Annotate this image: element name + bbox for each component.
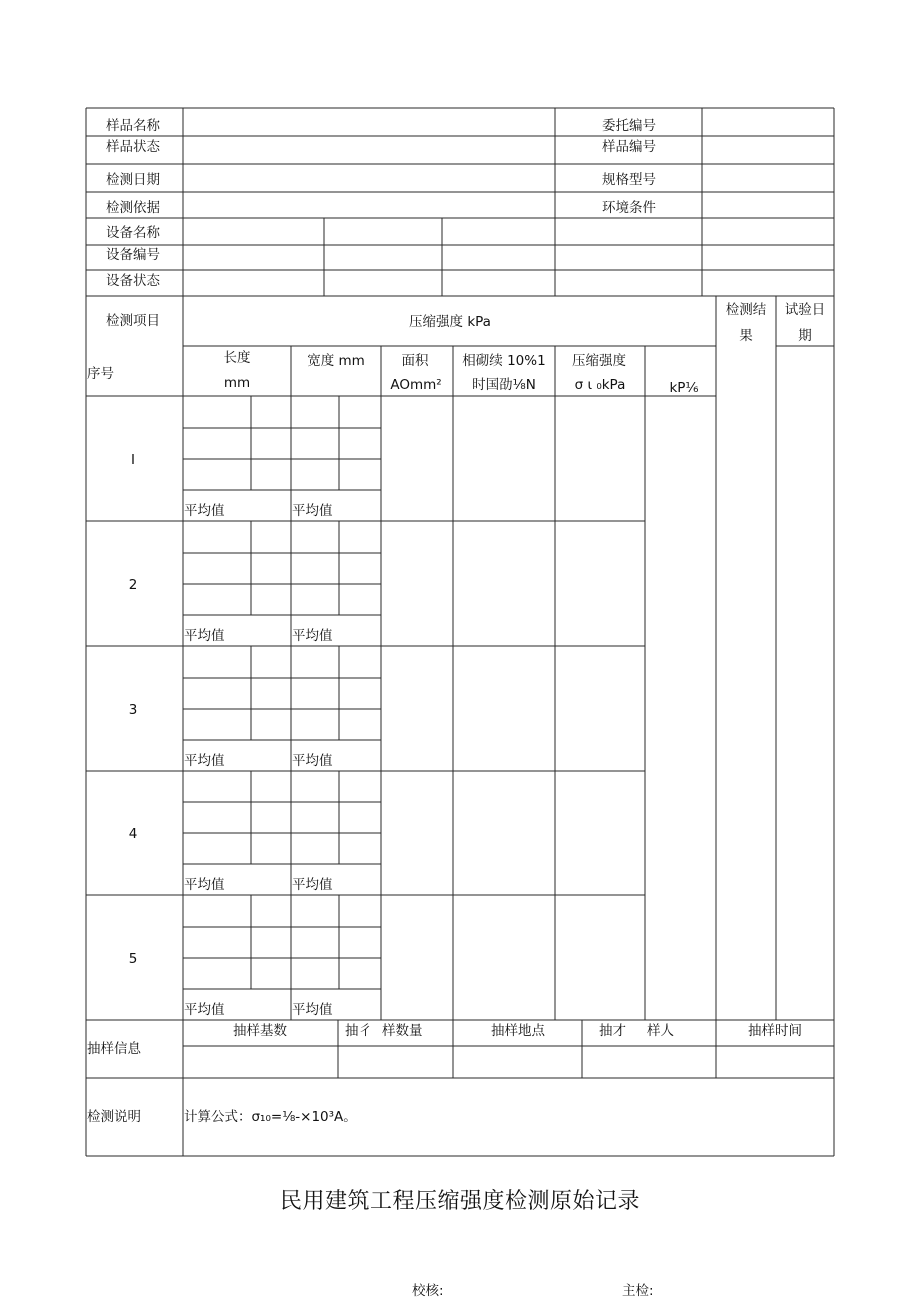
label-sample-name: 样品名称 <box>106 118 160 134</box>
label-person-a: 抽才 <box>599 1023 626 1039</box>
avg-label: 平均值 <box>292 753 333 769</box>
label-place: 抽样地点 <box>491 1023 545 1039</box>
avg-label: 平均值 <box>184 628 225 644</box>
row-label: I <box>131 452 135 468</box>
label-count-a: 抽彳 <box>345 1023 372 1039</box>
label-strength-a: 压缩强度 <box>572 353 626 369</box>
label-test-item: 检测项目 <box>106 313 160 329</box>
formula-text <box>184 1109 357 1125</box>
label-commission-no: 委托编号 <box>602 118 656 134</box>
label-time: 抽样时间 <box>748 1023 802 1039</box>
label-length-a: 长度 <box>223 350 251 366</box>
label-person-b: 样人 <box>647 1023 674 1039</box>
formula-prefix: 计算公式： <box>184 1109 252 1125</box>
label-unit: kP⅙ <box>669 380 699 396</box>
label-compressive-strength: 压缩强度 kPa <box>409 314 491 330</box>
row-label: 4 <box>128 826 138 842</box>
label-strength-b: σ ι ₀kPa <box>574 377 626 393</box>
row-label: 3 <box>128 702 138 718</box>
label-sample-state: 样品状态 <box>106 139 160 155</box>
avg-label: 平均值 <box>184 753 225 769</box>
row-label: 5 <box>128 951 138 967</box>
label-date-b: 期 <box>798 328 812 344</box>
avg-label: 平均值 <box>292 1002 333 1018</box>
label-equipment-state: 设备状态 <box>106 273 160 289</box>
formula: σ₁₀=⅛-×10³A。 <box>251 1109 357 1125</box>
label-force-a: 相砌续 10%1 <box>462 353 546 369</box>
avg-label: 平均值 <box>184 503 225 519</box>
avg-label: 平均值 <box>184 1002 225 1018</box>
label-notes: 检测说明 <box>87 1109 141 1125</box>
avg-label: 平均值 <box>292 628 333 644</box>
label-equipment-name: 设备名称 <box>106 225 160 241</box>
avg-label: 平均值 <box>292 503 333 519</box>
label-environment: 环境条件 <box>602 200 656 216</box>
label-result-b: 果 <box>739 328 753 344</box>
label-count-b: 样数量 <box>382 1023 423 1039</box>
avg-label: 平均值 <box>184 877 225 893</box>
label-area-a: 面积 <box>401 353 429 369</box>
label-checker: 校核: <box>412 1283 444 1299</box>
label-spec-model: 规格型号 <box>602 172 656 188</box>
row-label: 2 <box>128 577 138 593</box>
label-result-a: 检测结 <box>725 302 767 318</box>
label-area-b: AOmm² <box>390 377 442 393</box>
label-width: 宽度 mm <box>307 353 365 369</box>
label-length-b: mm <box>223 375 251 391</box>
label-base-count: 抽样基数 <box>233 1023 287 1039</box>
label-test-basis: 检测依据 <box>106 200 160 216</box>
label-seq: 序号 <box>87 366 114 382</box>
label-sampling: 抽样信息 <box>87 1041 141 1057</box>
label-date-a: 试验日 <box>784 302 826 318</box>
label-equipment-no: 设备编号 <box>106 247 160 263</box>
label-sample-no: 样品编号 <box>602 139 656 155</box>
label-tester: 主检: <box>622 1283 654 1299</box>
label-test-date: 检测日期 <box>106 172 160 188</box>
avg-label: 平均值 <box>292 877 333 893</box>
page-title: 民用建筑工程压缩强度检测原始记录 <box>279 1189 641 1214</box>
label-force-b: 时国劭⅛N <box>472 377 536 393</box>
